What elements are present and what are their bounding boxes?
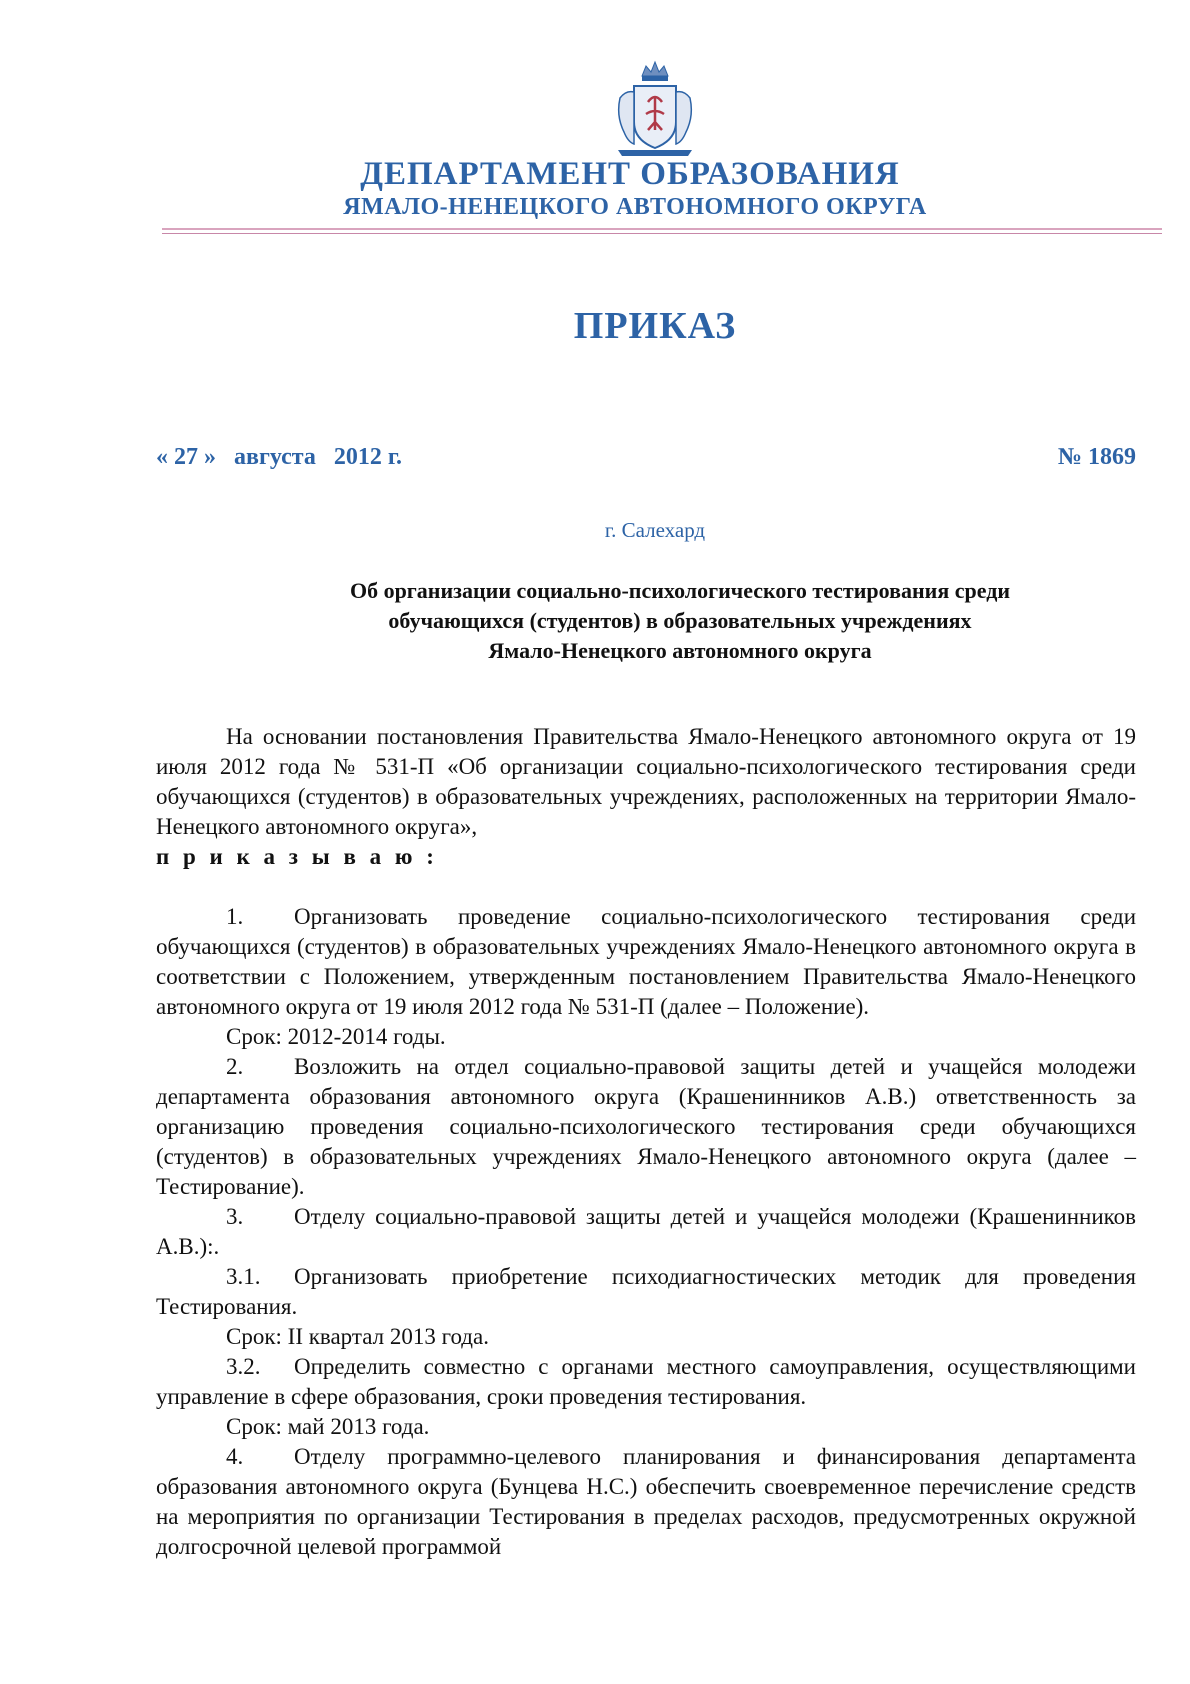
decree-word: п р и к а з ы в а ю : — [156, 844, 438, 869]
item-text: Возложить на отдел социально-правовой защиты детей и учащейся молодежи департамента образования автономного округа (Крашенинников А.В.) ответственность за организацию проведения социально-психологического тестирования среди обучающихся (студентов) в образовательных учреждениях Ямало-Ненецкого автономного округа (далее – Тестирование). — [156, 1054, 1136, 1199]
order-deadline — [156, 1022, 1136, 1052]
item-number: 3. — [226, 1204, 244, 1229]
subject-line: Ямало-Ненецкого автономного округа — [488, 638, 872, 663]
order-item — [156, 1202, 1136, 1262]
order-item — [156, 1052, 1136, 1202]
order-item — [156, 902, 1136, 1022]
item-text: Отделу программно-целевого планирования и финансирования департамента образования автономного округа (Бунцева Н.С.) обеспечить своевременное перечисление средств на мероприятия по организации Тестирования в пределах расходов, предусмотренных окружной долгосрочной целевой программой — [156, 1444, 1136, 1559]
item-number: 1. — [226, 904, 244, 929]
header-divider — [162, 228, 1162, 230]
subject-line: Об организации социально-психологического тестирования среди — [349, 578, 1011, 603]
item-number: 2. — [226, 1054, 244, 1079]
order-item — [156, 1352, 1136, 1412]
order-deadline — [156, 1322, 1136, 1352]
item-text: Срок: 2012-2014 годы. — [226, 1024, 446, 1049]
order-item — [156, 1262, 1136, 1322]
item-text: Отделу социально-правовой защиты детей и учащейся молодежи (Крашенинников А.В.):. — [156, 1204, 1136, 1259]
department-name: ДЕПАРТАМЕНТ ОБРАЗОВАНИЯ — [360, 156, 900, 192]
item-number: 3.1. — [226, 1264, 261, 1289]
document-type-title: ПРИКАЗ — [573, 305, 737, 347]
preamble-paragraph — [156, 722, 1136, 872]
item-text: Определить совместно с органами местного самоуправления, осуществляющими управление в сфере образования, сроки проведения тестирования. — [156, 1354, 1136, 1409]
item-text: Организовать приобретение психодиагностических методик для проведения Тестирования. — [156, 1264, 1136, 1319]
order-deadline — [156, 1412, 1136, 1442]
order-number: № 1869 — [1057, 444, 1136, 470]
item-text: Срок: май 2013 года. — [226, 1414, 430, 1439]
order-subject — [260, 576, 1100, 666]
preamble-text: На основании постановления Правительства Ямало-Ненецкого автономного округа от 19 июля 2012 года № 531-П «Об организации социально-психологического тестирования среди обучающихся (студентов) в образовательных учреждениях, расположенных на территории Ямало-Ненецкого автономного округа», — [156, 724, 1136, 839]
department-region: ЯМАЛО-НЕНЕЦКОГО АВТОНОМНОГО ОКРУГА — [343, 194, 927, 220]
order-body — [156, 722, 1136, 1562]
order-item — [156, 1442, 1136, 1562]
item-number: 4. — [226, 1444, 244, 1469]
header-divider-thin — [162, 233, 1162, 234]
coat-of-arms-icon — [612, 56, 698, 160]
item-text: Срок: II квартал 2013 года. — [226, 1324, 489, 1349]
item-number: 3.2. — [226, 1354, 261, 1379]
subject-line: обучающихся (студентов) в образовательных учреждениях — [388, 608, 972, 633]
order-date: « 27 » августа 2012 г. — [156, 444, 403, 470]
order-city: г. Салехард — [604, 518, 706, 542]
item-text: Организовать проведение социально-психологического тестирования среди обучающихся (студентов) в образовательных учреждениях Ямало-Ненецкого автономного округа в соответствии с Положением, утвержденным постановлением Правительства Ямало-Ненецкого автономного округа от 19 июля 2012 года № 531-П (далее – Положение). — [156, 904, 1136, 1019]
